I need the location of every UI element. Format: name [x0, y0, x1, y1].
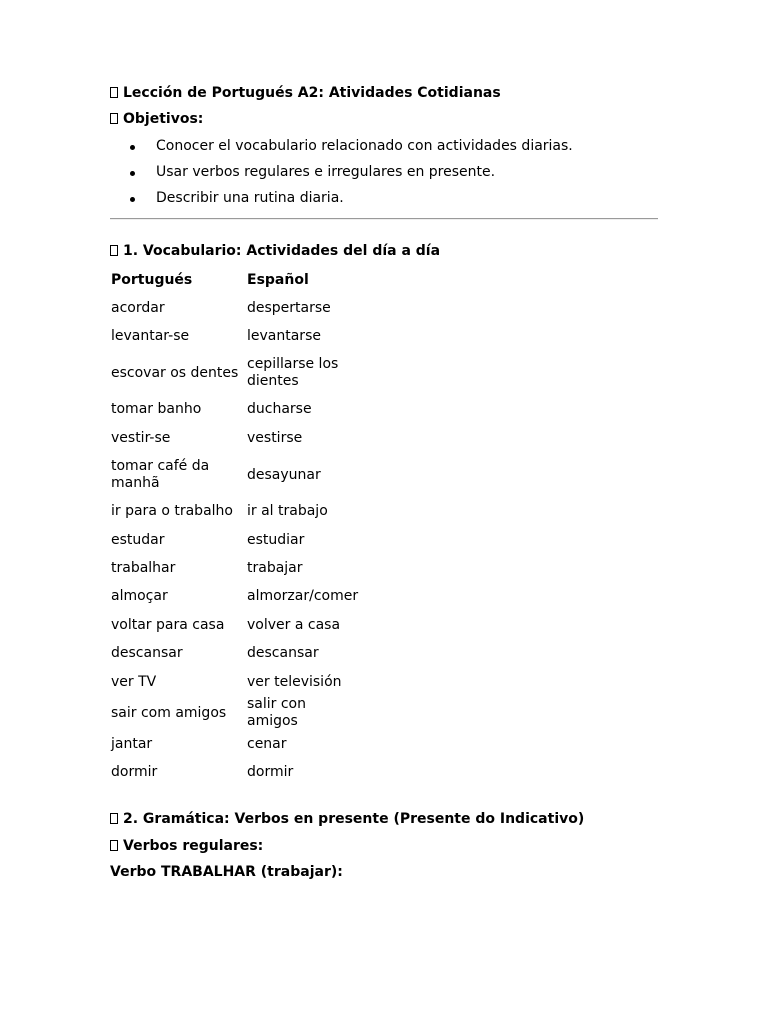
objective-item: Describir una rutina diaria.	[156, 190, 344, 206]
table-row	[110, 668, 358, 696]
spanish-cell: estudiar	[247, 531, 305, 548]
portuguese-cell: vestir-se	[111, 429, 171, 446]
objectives-heading	[110, 111, 203, 128]
spanish-cell: levantarse	[247, 328, 321, 345]
objective-item: Conocer el vocabulario relacionado con actividades diarias.	[156, 138, 573, 154]
spanish-cell: volver a casa	[247, 616, 341, 633]
table-row	[110, 396, 358, 424]
spanish-cell: descansar	[247, 645, 319, 662]
objectives-heading-text: Objetivos:	[123, 111, 204, 127]
spanish-cell: desayunar	[247, 466, 321, 483]
portuguese-cell: escovar os dentes	[111, 364, 239, 381]
table-row	[110, 611, 358, 639]
table-row	[110, 322, 358, 350]
spanish-cell: cepillarse los dientes	[247, 356, 339, 390]
table-header-row	[110, 266, 358, 294]
table-row	[110, 351, 358, 396]
table-row	[110, 730, 358, 758]
spanish-cell: trabajar	[247, 560, 303, 577]
portuguese-cell: sair com amigos	[111, 704, 227, 721]
bullet-icon	[130, 197, 135, 202]
portuguese-cell: estudar	[111, 531, 165, 548]
verb-heading: Verbo TRABALHAR (trabajar):	[110, 864, 343, 880]
portuguese-cell: dormir	[111, 764, 158, 781]
table-row	[110, 696, 358, 730]
vocabulary-heading-text: 1. Vocabulario: Actividades del día a día	[123, 243, 441, 259]
portuguese-cell: tomar café da manhã	[111, 458, 210, 492]
missing-glyph-icon	[110, 840, 118, 851]
missing-glyph-icon	[110, 87, 118, 98]
objective-item: Usar verbos regulares e irregulares en presente.	[156, 164, 496, 180]
column-header-portuguese: Portugués	[111, 271, 193, 288]
vocabulary-table	[110, 266, 358, 787]
column-header-spanish: Español	[247, 271, 309, 288]
regular-verbs-heading	[110, 838, 263, 855]
portuguese-cell: ir para o trabalho	[111, 503, 233, 520]
missing-glyph-icon	[110, 813, 118, 824]
grammar-heading-text: 2. Gramática: Verbos en presente (Presente do Indicativo)	[123, 811, 585, 827]
spanish-cell: cenar	[247, 735, 287, 752]
regular-verbs-heading-text: Verbos regulares:	[123, 838, 264, 854]
portuguese-cell: voltar para casa	[111, 616, 225, 633]
spanish-cell: ducharse	[247, 401, 312, 418]
table-row	[110, 526, 358, 554]
portuguese-cell: descansar	[111, 645, 183, 662]
table-row	[110, 583, 358, 611]
portuguese-cell: tomar banho	[111, 401, 202, 418]
vocabulary-heading	[110, 243, 440, 260]
spanish-cell: despertarse	[247, 299, 331, 316]
lesson-title	[110, 85, 501, 102]
table-row	[110, 294, 358, 322]
bullet-icon	[130, 145, 135, 150]
portuguese-cell: acordar	[111, 299, 165, 316]
portuguese-cell: almoçar	[111, 588, 168, 605]
missing-glyph-icon	[110, 245, 118, 256]
table-row	[110, 640, 358, 668]
spanish-cell: dormir	[247, 764, 294, 781]
portuguese-cell: ver TV	[111, 673, 157, 690]
portuguese-cell: jantar	[111, 735, 153, 752]
table-row	[110, 498, 358, 526]
spanish-cell: ver televisión	[247, 673, 342, 690]
spanish-cell: salir con amigos	[247, 696, 306, 730]
horizontal-divider	[110, 218, 658, 220]
lesson-title-text: Lección de Portugués A2: Atividades Cotidianas	[123, 85, 501, 101]
missing-glyph-icon	[110, 113, 118, 124]
spanish-cell: almorzar/comer	[247, 588, 359, 605]
bullet-icon	[130, 171, 135, 176]
portuguese-cell: levantar-se	[111, 328, 190, 345]
table-row	[110, 759, 358, 787]
table-row	[110, 424, 358, 452]
spanish-cell: vestirse	[247, 429, 303, 446]
portuguese-cell: trabalhar	[111, 560, 176, 577]
table-row	[110, 554, 358, 582]
grammar-heading	[110, 811, 584, 828]
spanish-cell: ir al trabajo	[247, 503, 328, 520]
table-row	[110, 453, 358, 498]
